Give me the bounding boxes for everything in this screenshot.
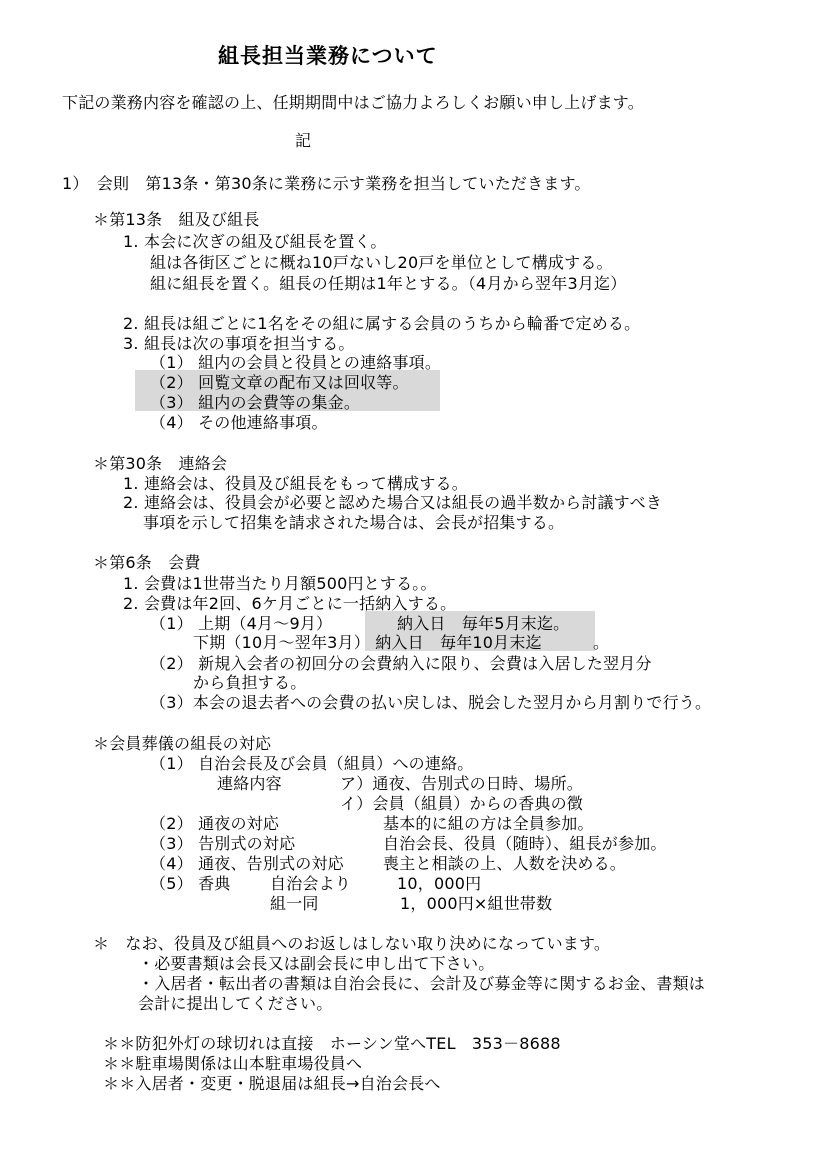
art6-p1: 1. 会費は1世帯当たり月額500円とする。。	[123, 574, 437, 593]
art13-p1a: 組は各街区ごとに概ね10戸ないし20戸を単位として構成する。	[150, 253, 613, 272]
art6-s1b: 納入日 毎年5月末迄。	[397, 614, 570, 633]
art6-s1c: 下期（10月～翌年3月） 納入日 毎年10月末迄	[193, 633, 542, 652]
art30-p2b: 事項を示して招集を請求された場合は、会長が招集する。	[143, 513, 565, 532]
funeral-s1: （1） 自治会長及び会員（組員）への連絡。	[150, 754, 474, 773]
item-1: 1） 会則 第13条・第30条に業務に示す業務を担当していただきます。	[62, 174, 591, 193]
funeral-heading: ＊会員葬儀の組長の対応	[93, 734, 272, 753]
funeral-s2: （2） 通夜の対応	[150, 814, 280, 833]
art6-s1d: 。	[593, 633, 610, 652]
art13-s4: （4） その他連絡事項。	[150, 413, 328, 432]
funeral-contact-label: 連絡内容	[217, 774, 282, 793]
funeral-s2-value: 基本的に組の方は全員参加。	[383, 814, 594, 833]
page-title: 組長担当業務について	[218, 44, 438, 68]
art13-s3: （3） 組内の会費等の集金。	[150, 393, 361, 412]
funeral-s5b-label: 組一同	[270, 894, 319, 913]
art6-s2: （2） 新規入会者の初回分の会費納入に限り、会費は入居した翌月分	[150, 654, 652, 673]
art13-heading: ＊第13条 組及び組長	[93, 210, 260, 229]
funeral-s3: （3） 告別式の対応	[150, 834, 296, 853]
footer-1: ＊＊防犯外灯の球切れは直接 ホーシン堂へTEL 353－8688	[103, 1034, 561, 1053]
funeral-s4-value: 喪主と相談の上、人数を決める。	[383, 854, 627, 873]
footer-3: ＊＊入居者・変更・脱退届は組長→自治会長へ	[103, 1074, 441, 1093]
note-1: ・必要書類は会長又は副会長に申し出て下さい。	[138, 954, 495, 973]
funeral-s5b-value: 1，000円×組世帯数	[400, 894, 553, 913]
art6-s3: （3）本会の退去者への会費の払い戻しは、脱会した翌月から月割りで行う。	[150, 693, 712, 712]
note-0: ＊ なお、役員及び組員へのお返しはしない取り決めになっています。	[93, 934, 611, 953]
intro-text: 下記の業務内容を確認の上、任期期間中はご協力よろしくお願い申し上げます。	[62, 93, 644, 112]
funeral-s5a-label: 自治会より	[270, 874, 352, 893]
funeral-contact-a: ア）通夜、告別式の日時、場所。	[340, 774, 584, 793]
funeral-s4: （4） 通夜、告別式の対応	[150, 854, 344, 873]
art13-p2: 2. 組長は組ごとに1名をその組に属する会員のうちから輪番で定める。	[123, 314, 641, 333]
art6-s2b: から負担する。	[193, 673, 307, 692]
funeral-s5a-value: 10，000円	[397, 874, 482, 893]
art6-s1a: （1） 上期（4月～9月）	[150, 614, 333, 633]
art30-p2: 2. 連絡会は、役員会が必要と認めた場合又は組長の過半数から討議すべき	[123, 493, 663, 512]
art13-p1: 1. 本会に次ぎの組及び組長を置く。	[123, 232, 387, 251]
art13-p3: 3. 組長は次の事項を担当する。	[123, 334, 355, 353]
art13-s2: （2） 回覧文章の配布又は回収等。	[150, 373, 409, 392]
art6-p2: 2. 会費は年2回、6ケ月ごとに一括納入する。	[123, 594, 457, 613]
funeral-contact-b: イ）会員（組員）からの香典の徴	[340, 794, 584, 813]
note-2b: 会計に提出してください。	[138, 994, 333, 1013]
funeral-s5: （5） 香典	[150, 874, 231, 893]
art13-p1b: 組に組長を置く。組長の任期は1年とする。（4月から翌年3月迄）	[150, 274, 627, 293]
funeral-s3-value: 自治会長、役員（随時）、組長が参加。	[383, 834, 667, 853]
art30-p1: 1. 連絡会は、役員及び組長をもって構成する。	[123, 474, 468, 493]
art30-heading: ＊第30条 連絡会	[93, 454, 228, 473]
art6-heading: ＊第6条 会費	[93, 553, 201, 572]
note-2: ・入居者・転出者の書類は自治会長に、会計及び募金等に関するお金、書類は	[138, 974, 706, 993]
footer-2: ＊＊駐車場関係は山本駐車場役員へ	[103, 1054, 363, 1073]
art13-s1: （1） 組内の会員と役員との連絡事項。	[150, 353, 442, 372]
ki-mark: 記	[295, 131, 312, 150]
